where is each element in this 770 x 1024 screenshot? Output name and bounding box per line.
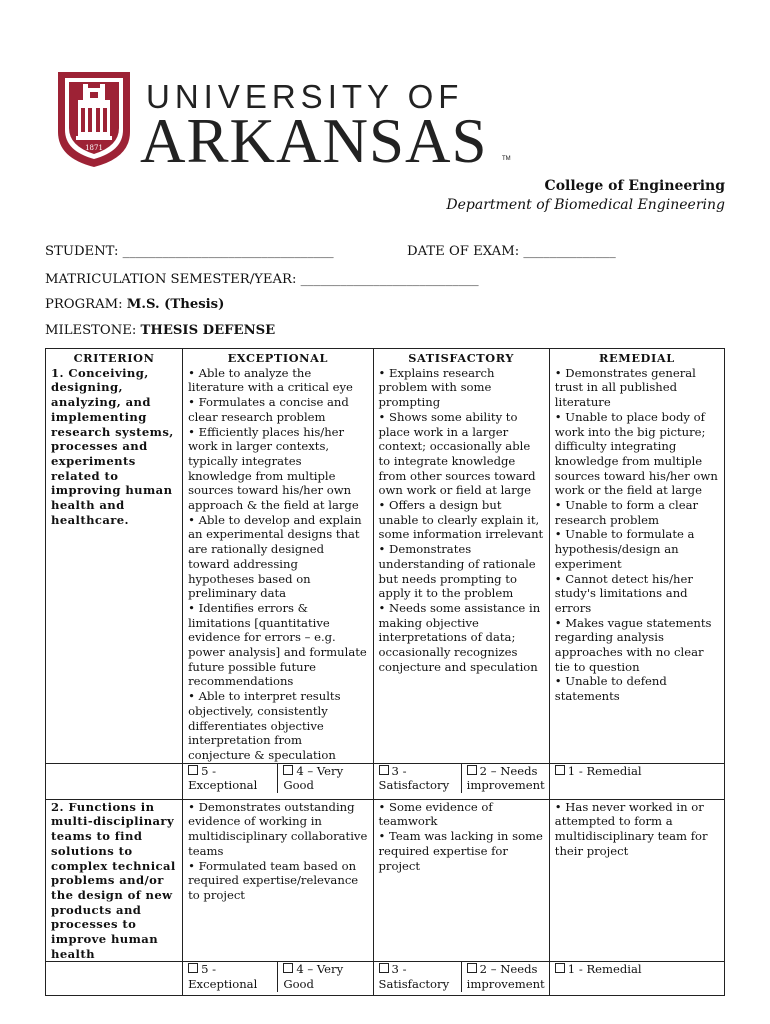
logo-trademark: TM <box>502 156 511 162</box>
list-item: • Able to interpret results objectively, consistently differentiates objective interpretation from conjecture & speculation <box>188 689 341 762</box>
list-item: • Demonstrates general trust in all published literature <box>554 365 696 410</box>
header-remedial: REMEDIAL <box>549 349 724 366</box>
list-item: • Team was lacking in some required expertise for project <box>378 829 543 873</box>
milestone-field <box>45 323 275 338</box>
logo-university-of: UNIVERSITY OF <box>146 78 464 115</box>
milestone-value: THESIS DEFENSE <box>140 323 276 338</box>
rating-option-3[interactable] <box>374 764 461 793</box>
list-item: • Unable to defend statements <box>554 674 667 704</box>
matriculation-field: MATRICULATION SEMESTER/YEAR: ___________________________ <box>45 272 479 287</box>
checkbox-icon[interactable] <box>555 963 565 973</box>
rating-option-5[interactable] <box>183 962 277 991</box>
program-value: M.S. (Thesis) <box>126 297 225 312</box>
list-item: • Identifies errors & limitations [quantitative evidence for errors – e.g. power analysis] and formulate future possible future recommendations <box>188 600 367 689</box>
header-criterion: CRITERION <box>46 349 183 366</box>
list-item: • Needs some assistance in making objective interpretations of data; occasionally recognizes conjecture and speculation <box>378 600 541 674</box>
university-shield-icon <box>56 70 132 168</box>
exceptional-cell <box>183 799 373 962</box>
rating-option-1[interactable] <box>549 763 724 799</box>
list-item: • Explains research problem with some prompting <box>378 365 495 410</box>
list-item: • Cannot detect his/her study's limitations and errors <box>554 571 693 615</box>
table-row <box>46 366 725 763</box>
rating-5-label: 5 - Exceptional <box>188 763 258 793</box>
list-item: • Efficiently places his/her work in larger contexts, typically integrates knowledge from multiple sources toward his/her own approach & the field at large <box>188 424 359 513</box>
list-item: • Shows some ability to place work in a larger context; occasionally able to integrate knowledge from other sources toward own work or field at large <box>378 409 536 498</box>
rating-row <box>46 962 725 996</box>
list-item: • Has never worked in or attempted to form a multidisciplinary team for their project <box>554 799 708 858</box>
list-item: • Demonstrates outstanding evidence of working in multidisciplinary collaborative teams <box>188 799 368 858</box>
date-of-exam-field: DATE OF EXAM: ______________ <box>407 244 616 259</box>
rating-spacer-cell <box>46 962 183 996</box>
list-item: • Makes vague statements regarding analysis approaches with no clear tie to question <box>554 615 712 674</box>
student-field: STUDENT: ________________________________ <box>45 244 334 259</box>
college-header <box>446 178 725 213</box>
logo-year: 1871 <box>85 144 103 152</box>
rating-3-label: 3 - Satisfactory <box>378 763 450 793</box>
rating-cell-exceptional <box>183 763 373 799</box>
exceptional-cell <box>183 366 373 763</box>
list-item: • Demonstrates understanding of rationale but needs prompting to apply it to the problem <box>378 542 536 601</box>
header-satisfactory: SATISFACTORY <box>373 349 549 366</box>
rating-cell-satisfactory <box>373 763 549 799</box>
checkbox-icon[interactable] <box>283 963 293 973</box>
program-label: PROGRAM: <box>45 297 127 312</box>
criterion-cell: 1. Conceiving, designing, analyzing, and implementing research systems, processes and experiments related to improving human health and healthcare. <box>46 366 183 763</box>
table-row <box>46 799 725 962</box>
rating-1-label: 1 - Remedial <box>567 763 642 778</box>
rating-4-label: 4 – Very Good <box>283 962 344 992</box>
college-name: College of Engineering <box>544 178 725 194</box>
rating-row <box>46 763 725 799</box>
rating-option-3[interactable] <box>374 962 461 991</box>
rating-2-label: 2 – Needs improvement <box>466 962 545 992</box>
remedial-cell <box>549 366 724 763</box>
list-item: • Unable to place body of work into the big picture; difficulty integrating knowledge from multiple sources toward his/her own work or the field at large <box>554 409 718 498</box>
list-item: • Able to analyze the literature with a critical eye <box>188 365 353 395</box>
list-item: • Able to develop and explain an experimental designs that are rationally designed toward addressing hypotheses based on preliminary data <box>188 512 362 601</box>
rating-2-label: 2 – Needs improvement <box>466 763 545 793</box>
department-name: Department of Biomedical Engineering <box>446 197 725 213</box>
rating-1-label: 1 - Remedial <box>567 962 642 977</box>
checkbox-icon[interactable] <box>188 963 198 973</box>
rating-cell-exceptional <box>183 962 373 996</box>
rating-option-4[interactable] <box>277 764 372 793</box>
criterion-cell: 2. Functions in multi-disciplinary teams to find solutions to complex technical problems and/or the design of new products and processes to improve human health <box>46 799 183 962</box>
list-item: • Formulates a concise and clear research problem <box>188 395 349 424</box>
rating-4-label: 4 – Very Good <box>283 763 344 793</box>
logo-arkansas: ARKANSAS <box>140 106 488 176</box>
rating-option-4[interactable] <box>277 962 372 991</box>
rating-option-2[interactable] <box>461 962 549 991</box>
remedial-cell <box>549 799 724 962</box>
list-item: • Unable to formulate a hypothesis/design an experiment <box>554 527 695 571</box>
rating-option-1[interactable] <box>549 962 724 996</box>
rating-5-label: 5 - Exceptional <box>188 962 258 992</box>
checkbox-icon[interactable] <box>467 963 477 973</box>
rating-spacer-cell <box>46 763 183 799</box>
program-field <box>45 297 224 312</box>
rating-cell-satisfactory <box>373 962 549 996</box>
list-item: • Unable to form a clear research problem <box>554 498 699 527</box>
list-item: • Some evidence of teamwork <box>378 799 493 829</box>
rating-3-label: 3 - Satisfactory <box>378 962 450 992</box>
checkbox-icon[interactable] <box>379 765 389 775</box>
rating-option-2[interactable] <box>461 764 549 793</box>
university-logo <box>56 70 511 176</box>
header-exceptional: EXCEPTIONAL <box>183 349 373 366</box>
satisfactory-cell <box>373 366 549 763</box>
checkbox-icon[interactable] <box>283 765 293 775</box>
list-item: • Offers a design but unable to clearly explain it, some information irrelevant <box>378 498 544 542</box>
checkbox-icon[interactable] <box>467 765 477 775</box>
milestone-label: MILESTONE: <box>45 323 141 338</box>
checkbox-icon[interactable] <box>555 765 565 775</box>
checkbox-icon[interactable] <box>188 765 198 775</box>
satisfactory-cell <box>373 799 549 962</box>
rating-option-5[interactable] <box>183 764 277 793</box>
checkbox-icon[interactable] <box>379 963 389 973</box>
table-header-row <box>46 349 725 366</box>
list-item: • Formulated team based on required expertise/relevance to project <box>188 858 359 902</box>
rubric-table <box>45 348 725 996</box>
